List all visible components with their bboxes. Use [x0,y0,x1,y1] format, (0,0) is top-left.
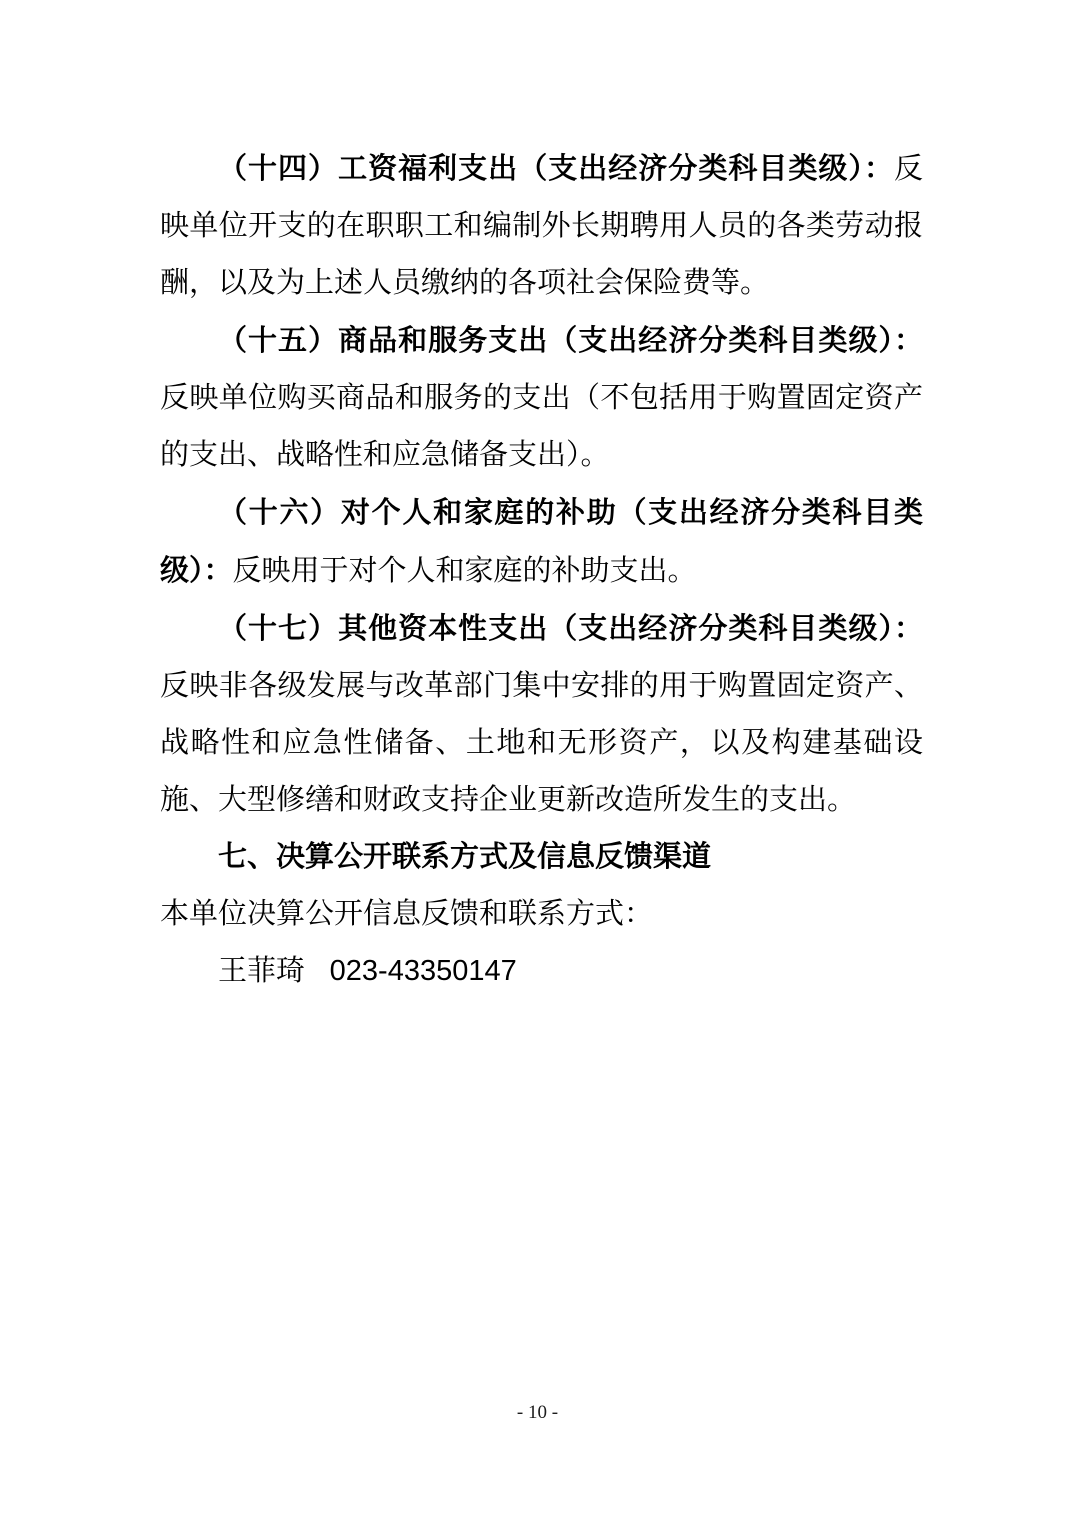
paragraph-14-body: 反映单位开支的在职职工和编制外长期聘用人员的各类劳动报酬，以及为上述人员缴纳的各项社会保险费等。 [160,153,923,299]
paragraph-15-body: 反映单位购买商品和服务的支出（不包括用于购置固定资产的支出、战略性和应急储备支出）。 [160,382,923,471]
section-heading-7: 七、决算公开联系方式及信息反馈渠道 [218,841,712,873]
paragraph-16-lead: （十六）对个人和家庭的补助（支出经济分类科目类级）： [160,495,923,587]
paragraph-item-15 [160,312,923,484]
paragraph-17-lead: （十七）其他资本性支出（支出经济分类科目类级）： [218,611,923,645]
contact-name: 王菲琦 [218,955,306,987]
page-number: - 10 - [516,1402,559,1423]
paragraph-16-body: 反映用于对个人和家庭的补助支出。 [232,555,697,587]
contact-intro: 本单位决算公开信息反馈和联系方式： [160,898,654,930]
contact-line [160,943,923,1000]
paragraph-14-lead: （十四）工资福利支出（支出经济分类科目类级）： [218,151,894,185]
document-body [160,140,923,1000]
paragraph-item-17 [160,600,923,829]
paragraph-item-16 [160,484,923,600]
paragraph-17-body: 反映非各级发展与改革部门集中安排的用于购置固定资产、战略性和应急性储备、土地和无形资产，以及构建基础设施、大型修缮和财政支持企业更新改造所发生的支出。 [160,670,923,816]
paragraph-item-14 [160,140,923,312]
paragraph-15-lead: （十五）商品和服务支出（支出经济分类科目类级）： [218,323,923,357]
contact-phone: 023-43350147 [329,955,517,987]
